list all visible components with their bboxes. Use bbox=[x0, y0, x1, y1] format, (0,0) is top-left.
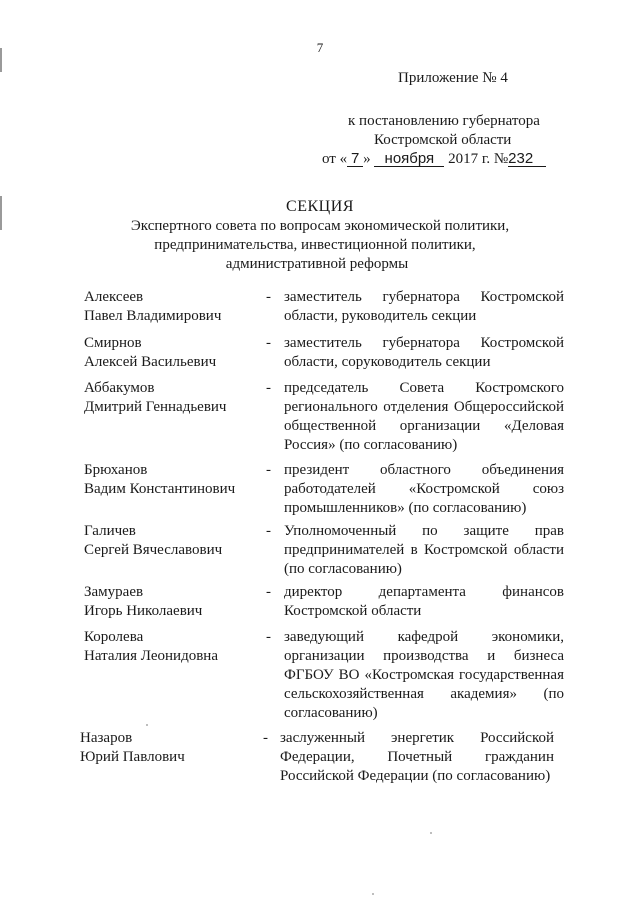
member-role: директор департамента финансов Костромской области bbox=[284, 584, 564, 619]
member-given-name: Дмитрий Геннадьевич bbox=[84, 399, 227, 415]
member-given-name: Игорь Николаевич bbox=[84, 603, 203, 619]
decree-date-line bbox=[322, 151, 546, 168]
decree-year: 2017 г. № bbox=[448, 151, 509, 167]
section-title-line: предпринимательства, инвестиционной политики, bbox=[154, 237, 476, 253]
member-surname: Алексеев bbox=[84, 289, 144, 305]
dash-separator: - bbox=[266, 335, 271, 351]
member-surname: Смирнов bbox=[84, 335, 142, 351]
dash-separator: - bbox=[266, 584, 271, 600]
dash-separator: - bbox=[263, 730, 268, 746]
member-given-name: Наталия Леонидовна bbox=[84, 648, 218, 664]
dash-separator: - bbox=[266, 629, 271, 645]
member-surname: Аббакумов bbox=[84, 380, 155, 396]
member-surname: Галичев bbox=[84, 523, 136, 539]
member-name bbox=[84, 379, 264, 417]
section-title-line: административной реформы bbox=[225, 256, 409, 272]
dash-separator: - bbox=[266, 523, 271, 539]
member-name bbox=[84, 461, 264, 499]
member-role: заслуженный энергетик Российской Федерации, Почетный гражданин Российской Федерации (по согласованию) bbox=[280, 730, 554, 784]
member-surname: Назаров bbox=[80, 730, 133, 746]
member-role: заместитель губернатора Костромской области, руководитель секции bbox=[284, 289, 564, 324]
member-given-name: Алексей Васильевич bbox=[84, 354, 217, 370]
date-prefix: от « bbox=[322, 151, 348, 167]
date-quote-close: » bbox=[363, 151, 371, 167]
member-given-name: Павел Владимирович bbox=[84, 308, 222, 324]
page-number: 7 bbox=[316, 40, 324, 55]
decree-day: 7 bbox=[347, 151, 363, 167]
member-role: Уполномоченный по защите прав предпринимателей в Костромской области (по согласованию) bbox=[284, 523, 564, 577]
decree-month: ноября bbox=[374, 151, 444, 167]
member-surname: Замураев bbox=[84, 584, 144, 600]
member-role: заведующий кафедрой экономики, организации производства и бизнеса ФГБОУ ВО «Костромская государственная сельскохозяйственная академия» (по согласованию) bbox=[284, 629, 564, 721]
section-title bbox=[0, 197, 640, 274]
appendix-label: Приложение № 4 bbox=[398, 70, 508, 86]
member-role: президент областного объединения работодателей «Костромской союз промышленников» (по согласованию) bbox=[284, 462, 564, 516]
scan-speck bbox=[372, 893, 374, 895]
member-given-name: Сергей Вячеславович bbox=[84, 542, 223, 558]
member-name bbox=[84, 583, 264, 621]
member-given-name: Юрий Павлович bbox=[80, 749, 185, 765]
member-surname: Королева bbox=[84, 629, 144, 645]
member-name bbox=[84, 628, 264, 666]
member-name bbox=[84, 288, 264, 326]
decree-line-1: к постановлению губернатора bbox=[348, 113, 540, 129]
dash-separator: - bbox=[266, 289, 271, 305]
section-title-heading: СЕКЦИЯ bbox=[286, 198, 354, 215]
member-surname: Брюханов bbox=[84, 462, 148, 478]
member-name bbox=[84, 522, 264, 560]
decree-number: 232 bbox=[508, 151, 546, 167]
dash-separator: - bbox=[266, 462, 271, 478]
member-name bbox=[80, 729, 260, 767]
member-role: председатель Совета Костромского регионального отделения Общероссийской общественной организации «Деловая Россия» (по согласованию) bbox=[284, 380, 564, 453]
member-given-name: Вадим Константинович bbox=[84, 481, 236, 497]
member-role: заместитель губернатора Костромской области, соруководитель секции bbox=[284, 335, 564, 370]
member-name bbox=[84, 334, 264, 372]
dash-separator: - bbox=[266, 380, 271, 396]
scan-speck bbox=[146, 724, 148, 726]
scan-speck bbox=[430, 832, 432, 834]
section-title-line: Экспертного совета по вопросам экономической политики, bbox=[130, 218, 510, 234]
decree-line-2: Костромской области bbox=[374, 132, 512, 148]
